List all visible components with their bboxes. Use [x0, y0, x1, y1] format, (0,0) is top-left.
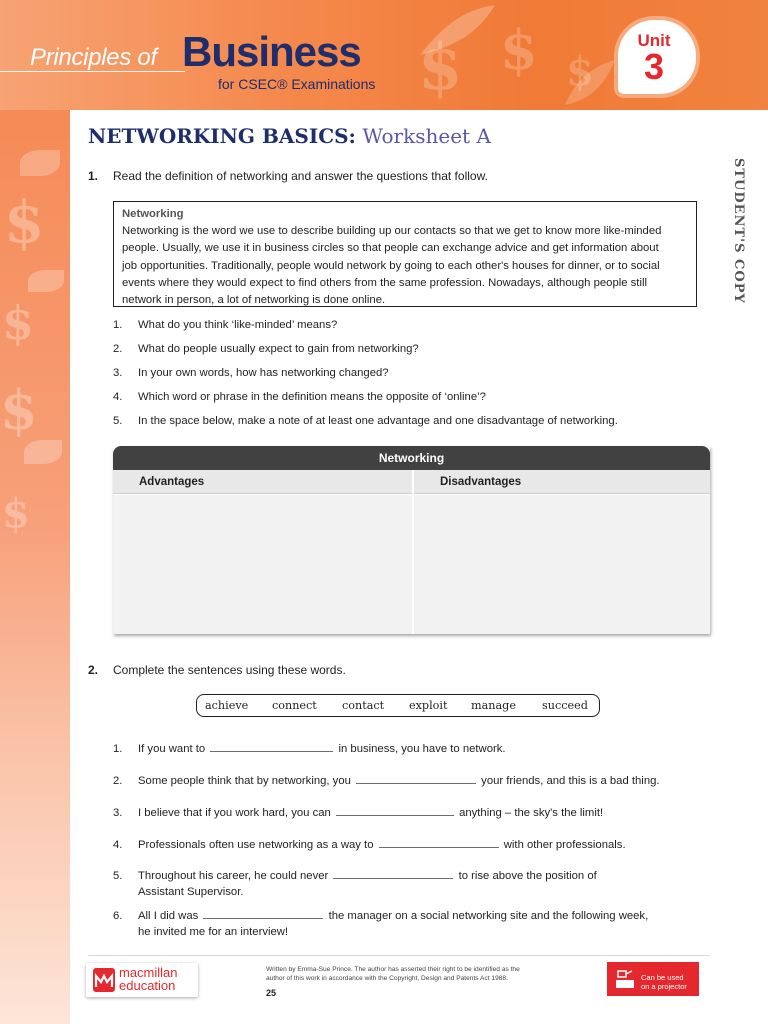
definition-line: job opportunities. Traditionally, people would network by going to each other's houses for dinner, or to social	[122, 259, 660, 272]
sub-question: 5. In the space below, make a note of at least one advantage and one disadvantage of networking.	[113, 415, 618, 427]
table-title: Networking	[113, 446, 710, 470]
dollar-decoration-icon: $	[2, 296, 35, 350]
question-2-instruction: Complete the sentences using these words.	[113, 663, 346, 677]
definition-box	[113, 201, 697, 307]
footer-rule	[88, 955, 710, 956]
macmillan-logo-icon	[93, 968, 115, 992]
macmillan-logo	[86, 963, 198, 997]
sub-question: 3. In your own words, how has networking changed?	[113, 367, 389, 379]
logo-line-2: education	[119, 978, 176, 993]
logo-line-1: macmillan	[119, 965, 178, 980]
sub-question: 2. What do people usually expect to gain from networking?	[113, 343, 419, 355]
word-bank-item: exploit	[409, 699, 448, 712]
projector-badge	[607, 962, 699, 996]
unit-number: 3	[643, 46, 665, 87]
students-copy-label: STUDENT'S COPY	[731, 158, 746, 304]
answer-blank[interactable]	[356, 773, 476, 784]
question-2-number: 2.	[88, 663, 99, 677]
sub-question: 1. What do you think ‘like-minded’ means?	[113, 319, 338, 331]
leaf-decoration-icon	[20, 150, 60, 176]
definition-title: Networking	[122, 208, 184, 220]
definition-line: Networking is the word we use to describe building up our contacts so that we get to know more like-minded	[122, 225, 662, 238]
question-1-instruction: Read the definition of networking and answer the questions that follow.	[113, 169, 488, 183]
fill-in-sentence: 5. Throughout his career, he could never to rise above the position of Assistant Supervisor.	[113, 870, 597, 898]
dollar-decoration-icon: $	[4, 188, 45, 256]
word-bank-item: connect	[272, 699, 317, 712]
word-bank-item: achieve	[205, 699, 249, 712]
book-title: Business	[182, 28, 361, 75]
advantages-header: Advantages	[113, 470, 412, 494]
book-title-prefix: Principles of	[30, 44, 157, 71]
word-bank-item: manage	[471, 699, 516, 712]
leaf-decoration-icon	[28, 270, 64, 292]
projector-icon	[614, 968, 636, 990]
answer-blank[interactable]	[336, 805, 454, 816]
question-1-number: 1.	[88, 169, 99, 183]
unit-badge	[618, 20, 696, 94]
author-credit: Written by Emma-Sue Prince. The author has asserted their right to be identified as the author of this work in accordance with the Copyright, Design and Patents Act 1988.	[266, 966, 520, 982]
definition-line: people. Usually, we use it in business circles so that people can exchange advice and get information about	[122, 242, 659, 255]
projector-line-1: Can be used	[641, 973, 684, 982]
definition-line: events where they would expect to find others from the same profession. Nowadays, although people still	[122, 276, 647, 289]
worksheet-title	[88, 124, 491, 148]
word-bank	[196, 694, 600, 717]
networking-table	[113, 446, 710, 634]
unit-label: Unit	[637, 31, 671, 50]
dollar-decoration-icon: $	[418, 30, 463, 105]
leaf-decoration-icon	[24, 440, 62, 464]
worksheet-title-sub: Worksheet A	[362, 124, 491, 148]
fill-in-sentence: 4. Professionals often use networking as a way to with other professionals.	[113, 839, 626, 851]
answer-blank[interactable]	[333, 868, 453, 879]
table-divider	[412, 470, 414, 634]
fill-in-sentence: 2. Some people think that by networking, you your friends, and this is a bad thing.	[113, 775, 660, 787]
dollar-decoration-icon: $	[0, 378, 38, 442]
word-bank-item: contact	[342, 699, 385, 712]
dollar-decoration-icon: $	[566, 48, 594, 95]
dollar-decoration-icon: $	[2, 490, 30, 537]
word-bank-item: succeed	[542, 699, 588, 712]
dollar-decoration-icon: $	[500, 18, 538, 82]
header-banner	[0, 0, 768, 110]
answer-blank[interactable]	[210, 741, 333, 752]
worksheet-title-main: NETWORKING BASICS:	[88, 124, 356, 148]
leaf-decoration-icon	[410, 0, 500, 60]
sub-question: 4. Which word or phrase in the definition means the opposite of ‘online’?	[113, 391, 486, 403]
left-decoration-strip	[0, 110, 70, 1024]
leaf-decoration-icon	[560, 55, 620, 110]
answer-blank[interactable]	[379, 837, 499, 848]
answer-blank[interactable]	[203, 908, 323, 919]
book-subtitle: for CSEC® Examinations	[218, 76, 376, 92]
disadvantages-header: Disadvantages	[414, 470, 710, 494]
disadvantages-cell[interactable]	[414, 495, 710, 634]
page-number: 25	[266, 988, 277, 998]
projector-line-2: on a projector	[641, 982, 687, 991]
fill-in-sentence: 3. I believe that if you work hard, you can anything – the sky's the limit!	[113, 807, 604, 819]
advantages-cell[interactable]	[113, 495, 412, 634]
definition-line: network in person, a lot of networking is done online.	[122, 294, 386, 307]
fill-in-sentence: 1. If you want to in business, you have to network.	[113, 743, 506, 755]
fill-in-sentence: 6. All I did was the manager on a social networking site and the following week, he invited me for an interview!	[113, 910, 649, 938]
